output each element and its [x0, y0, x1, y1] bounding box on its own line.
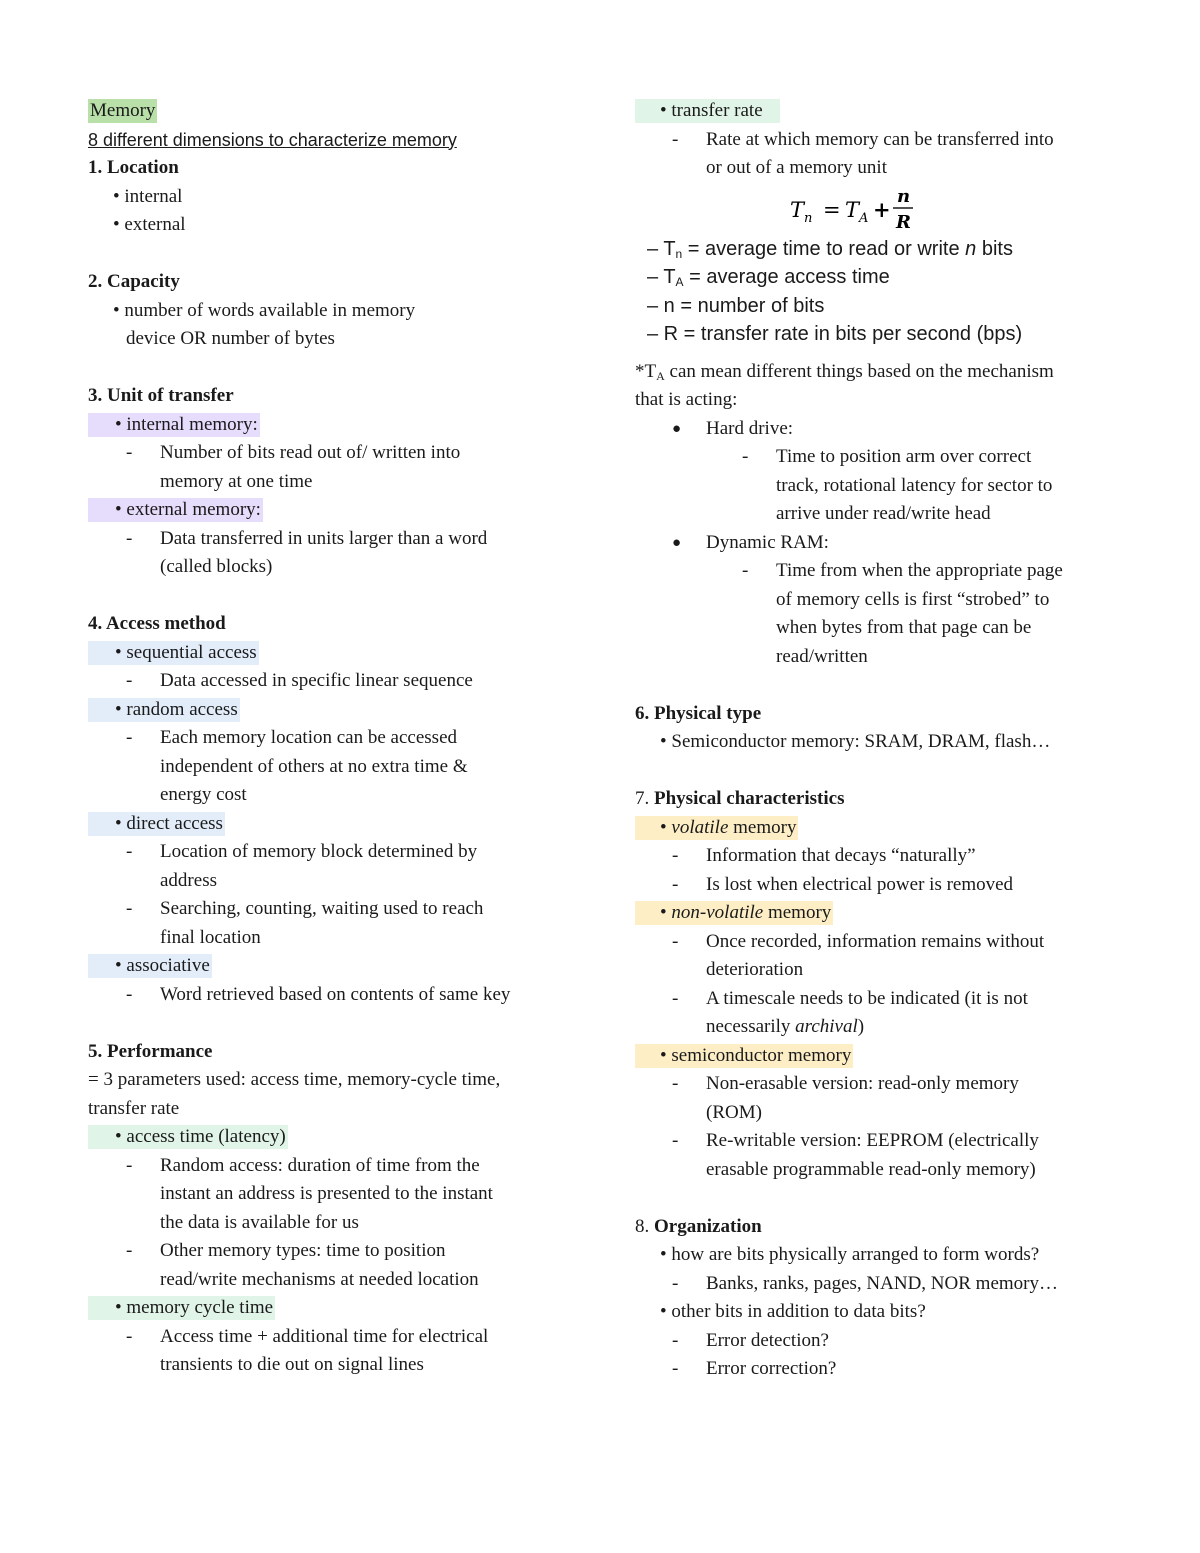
sub: n — [675, 246, 683, 261]
external-memory-label: • external memory: — [88, 498, 263, 522]
capacity-line-2: device OR number of bytes — [126, 328, 335, 349]
text: • — [660, 902, 672, 923]
access-time-label: • access time (latency) — [88, 1125, 288, 1149]
text: A timescale needs to be indicated (it is not — [706, 987, 1028, 1009]
text: Other memory types: time to position — [160, 1240, 446, 1261]
unit-transfer-heading: 3. Unit of transfer — [88, 385, 234, 406]
memory-cycle-label: • memory cycle time — [88, 1296, 275, 1320]
text: = average time to read or write — [682, 237, 966, 260]
organization-q2-desc-1 — [635, 1327, 1125, 1356]
access-time-desc-2 — [88, 1237, 568, 1266]
dash: - — [672, 987, 679, 1009]
external-memory-line — [88, 496, 568, 525]
text: Number of bits read out of/ written into — [160, 442, 461, 463]
text: • — [660, 816, 672, 838]
text: Location of memory block determined by — [160, 841, 478, 862]
def-ta — [635, 263, 1125, 292]
non-volatile-desc-2 — [635, 985, 1125, 1014]
random-desc-2: independent of others at no extra time & — [160, 755, 468, 777]
dash: - — [126, 727, 133, 748]
text: Dynamic RAM: — [706, 531, 829, 553]
transfer-time-formula — [635, 183, 1125, 235]
physical-type-heading: 6. Physical type — [635, 702, 762, 724]
access-time-desc-1 — [88, 1152, 568, 1181]
random-line — [88, 696, 568, 725]
dash: - — [672, 845, 679, 866]
dram-desc-2: of memory cells is first “strobed” to — [776, 588, 1050, 610]
italic: archival — [795, 1016, 858, 1037]
text: Random access: duration of time from the — [160, 1154, 480, 1176]
access-time-desc-2b: read/write mechanisms at needed location — [160, 1268, 479, 1290]
external-memory-desc — [88, 525, 568, 554]
text: Time to position arm over correct — [776, 446, 1032, 467]
direct-desc-1-cont: address — [160, 869, 217, 891]
text: Time from when the appropriate page — [776, 560, 1063, 581]
text: Banks, ranks, pages, NAND, NOR memory… — [706, 1272, 1058, 1294]
volatile-desc-2 — [635, 871, 1125, 900]
dash: - — [672, 1073, 679, 1094]
semiconductor-desc-2 — [635, 1127, 1125, 1156]
volatile-line — [635, 814, 1125, 843]
non-volatile-desc-1 — [635, 928, 1125, 957]
ta-note-2: that is acting: — [635, 389, 738, 410]
access-time-line — [88, 1123, 568, 1152]
direct-desc-2 — [88, 895, 568, 924]
dash: - — [672, 1272, 679, 1294]
formula-t-sub: A — [859, 210, 869, 226]
performance-line-2: transfer rate — [88, 1097, 180, 1119]
access-method-heading: 4. Access method — [88, 613, 226, 634]
non-volatile-line — [635, 899, 1125, 928]
transfer-rate-line — [635, 97, 1125, 126]
dash: - — [126, 983, 133, 1005]
def-r: – R = transfer rate in bits per second (bps) — [647, 323, 1023, 345]
sub: A — [656, 368, 665, 383]
text: = average access time — [683, 266, 890, 288]
direct-line — [88, 810, 568, 839]
dash: - — [672, 930, 679, 952]
text: Word retrieved based on contents of same key — [160, 983, 511, 1005]
associative-label: • associative — [88, 954, 212, 978]
dash: - — [126, 841, 133, 862]
text: Rate at which memory can be transferred into — [706, 128, 1054, 150]
transfer-rate-desc — [635, 126, 1125, 155]
text: – T — [647, 266, 676, 288]
text: 7. — [635, 788, 654, 809]
page-title: Memory — [90, 100, 156, 121]
associative-line — [88, 952, 568, 981]
italic: non-volatile — [671, 902, 764, 923]
formula-eq: = — [823, 197, 841, 222]
subtitle-line — [88, 126, 568, 155]
semiconductor-line — [635, 1042, 1125, 1071]
text: Error correction? — [706, 1358, 837, 1379]
dash: - — [672, 873, 679, 895]
formula-den: R — [896, 211, 911, 233]
dash: - — [126, 1154, 133, 1176]
organization-q2-desc-2 — [635, 1355, 1125, 1384]
text: Once recorded, information remains without — [706, 930, 1045, 952]
dram-desc-3: when bytes from that page can be — [776, 617, 1032, 638]
dash: - — [672, 1130, 679, 1151]
dash: - — [126, 527, 133, 549]
text: Data transferred in units larger than a word — [160, 527, 488, 549]
text: Re-writable version: EEPROM (electrically — [706, 1130, 1039, 1151]
memory-title-line — [88, 97, 568, 126]
performance-heading: 5. Performance — [88, 1040, 213, 1062]
var: n — [965, 237, 977, 260]
right-column — [635, 97, 1125, 1384]
text: Information that decays “naturally” — [706, 845, 976, 866]
hard-drive-desc-1 — [635, 443, 1125, 472]
text: Is lost when electrical power is removed — [706, 873, 1014, 895]
formula-num: n — [897, 185, 911, 207]
capacity-line-1: • number of words available in memory — [113, 299, 416, 321]
text: Access time + additional time for electrical — [160, 1325, 489, 1347]
text: Hard drive: — [706, 417, 794, 439]
non-volatile-label — [635, 901, 833, 925]
text: Error detection? — [706, 1329, 829, 1351]
semiconductor-desc-1 — [635, 1070, 1125, 1099]
dash: - — [126, 898, 133, 919]
memory-cycle-line — [88, 1294, 568, 1323]
physical-type-line: • Semiconductor memory: SRAM, DRAM, flash… — [660, 731, 1051, 752]
text: ) — [857, 1016, 865, 1037]
hard-drive-desc-2: track, rotational latency for sector to — [776, 474, 1053, 496]
dash: - — [742, 446, 749, 467]
transfer-rate-desc-cont: or out of a memory unit — [706, 157, 887, 178]
dash: - — [742, 560, 749, 581]
non-volatile-desc-2-cont — [635, 1013, 1125, 1042]
internal-memory-desc — [88, 439, 568, 468]
bullet-icon: ● — [672, 534, 682, 551]
location-external: • external — [113, 214, 186, 235]
location-heading: 1. Location — [88, 157, 179, 178]
formula-lhs-sub: n — [804, 210, 813, 226]
non-volatile-desc-1-cont: deterioration — [706, 959, 804, 980]
direct-desc-2-cont: final location — [160, 926, 261, 948]
text: 8. — [635, 1215, 654, 1237]
text: Organization — [654, 1215, 762, 1237]
dash: - — [126, 1240, 133, 1261]
dash: - — [126, 442, 133, 463]
sequential-line — [88, 639, 568, 668]
dash: - — [672, 128, 679, 150]
random-desc — [88, 724, 568, 753]
text: Searching, counting, waiting used to reach — [160, 898, 484, 919]
external-memory-desc-cont: (called blocks) — [160, 556, 273, 577]
random-desc-3: energy cost — [160, 784, 247, 805]
internal-memory-label: • internal memory: — [88, 413, 260, 437]
internal-memory-line — [88, 411, 568, 440]
capacity-heading: 2. Capacity — [88, 271, 180, 292]
access-time-desc-1c: the data is available for us — [160, 1211, 359, 1233]
organization-q2: • other bits in addition to data bits? — [660, 1301, 926, 1322]
def-tn — [635, 235, 1125, 264]
text: – T — [647, 237, 676, 260]
text: *T — [635, 360, 657, 382]
text: bits — [976, 237, 1013, 260]
dash: - — [126, 1325, 133, 1347]
text: Data accessed in specific linear sequence — [160, 670, 473, 691]
organization-q1-desc — [635, 1270, 1125, 1299]
formula-t: T — [845, 197, 860, 222]
internal-memory-desc-cont: memory at one time — [160, 470, 313, 492]
direct-label: • direct access — [88, 812, 225, 836]
left-column — [88, 97, 568, 1380]
formula-plus: + — [873, 196, 891, 222]
text: can mean different things based on the mechanism — [664, 360, 1054, 382]
memory-cycle-desc-cont: transients to die out on signal lines — [160, 1354, 424, 1375]
sequential-desc — [88, 667, 568, 696]
transfer-rate-label: • transfer rate — [635, 99, 780, 123]
dram-item — [635, 529, 1125, 558]
text: Non-erasable version: read-only memory — [706, 1073, 1019, 1094]
memory-cycle-desc — [88, 1323, 568, 1352]
text: Each memory location can be accessed — [160, 727, 457, 748]
dram-desc-1 — [635, 557, 1125, 586]
semiconductor-desc-1-cont: (ROM) — [706, 1101, 762, 1123]
def-n: – n = number of bits — [647, 294, 825, 317]
random-label: • random access — [88, 698, 240, 722]
formula-lhs: T — [790, 197, 805, 222]
performance-line-1: = 3 parameters used: access time, memory-cycle time, — [88, 1069, 501, 1090]
sub: A — [675, 275, 684, 289]
dash: - — [672, 1329, 679, 1351]
bullet-icon: ● — [672, 420, 682, 437]
associative-desc — [88, 981, 568, 1010]
text: necessarily — [706, 1016, 796, 1037]
text: memory — [763, 902, 832, 923]
volatile-desc-1 — [635, 842, 1125, 871]
semiconductor-label: • semiconductor memory — [635, 1044, 853, 1068]
semiconductor-desc-2-cont: erasable programmable read-only memory) — [706, 1158, 1036, 1180]
sequential-label: • sequential access — [88, 641, 259, 665]
hard-drive-desc-3: arrive under read/write head — [776, 503, 991, 524]
organization-q1: • how are bits physically arranged to form words? — [660, 1244, 1040, 1265]
access-time-desc-1b: instant an address is presented to the instant — [160, 1183, 493, 1204]
organization-heading — [635, 1213, 1125, 1242]
direct-desc-1 — [88, 838, 568, 867]
ta-note-1 — [635, 358, 1125, 387]
italic: volatile — [671, 816, 729, 838]
hard-drive-item — [635, 415, 1125, 444]
text: memory — [728, 816, 797, 838]
location-internal: • internal — [113, 185, 183, 207]
dash: - — [672, 1358, 679, 1379]
formula-svg — [785, 183, 925, 235]
text: Physical characteristics — [654, 788, 845, 809]
volatile-label — [635, 816, 798, 840]
physical-char-heading — [635, 785, 1125, 814]
dash: - — [126, 670, 133, 691]
subtitle: 8 different dimensions to characterize memory — [88, 129, 457, 150]
dram-desc-4: read/written — [776, 645, 868, 667]
